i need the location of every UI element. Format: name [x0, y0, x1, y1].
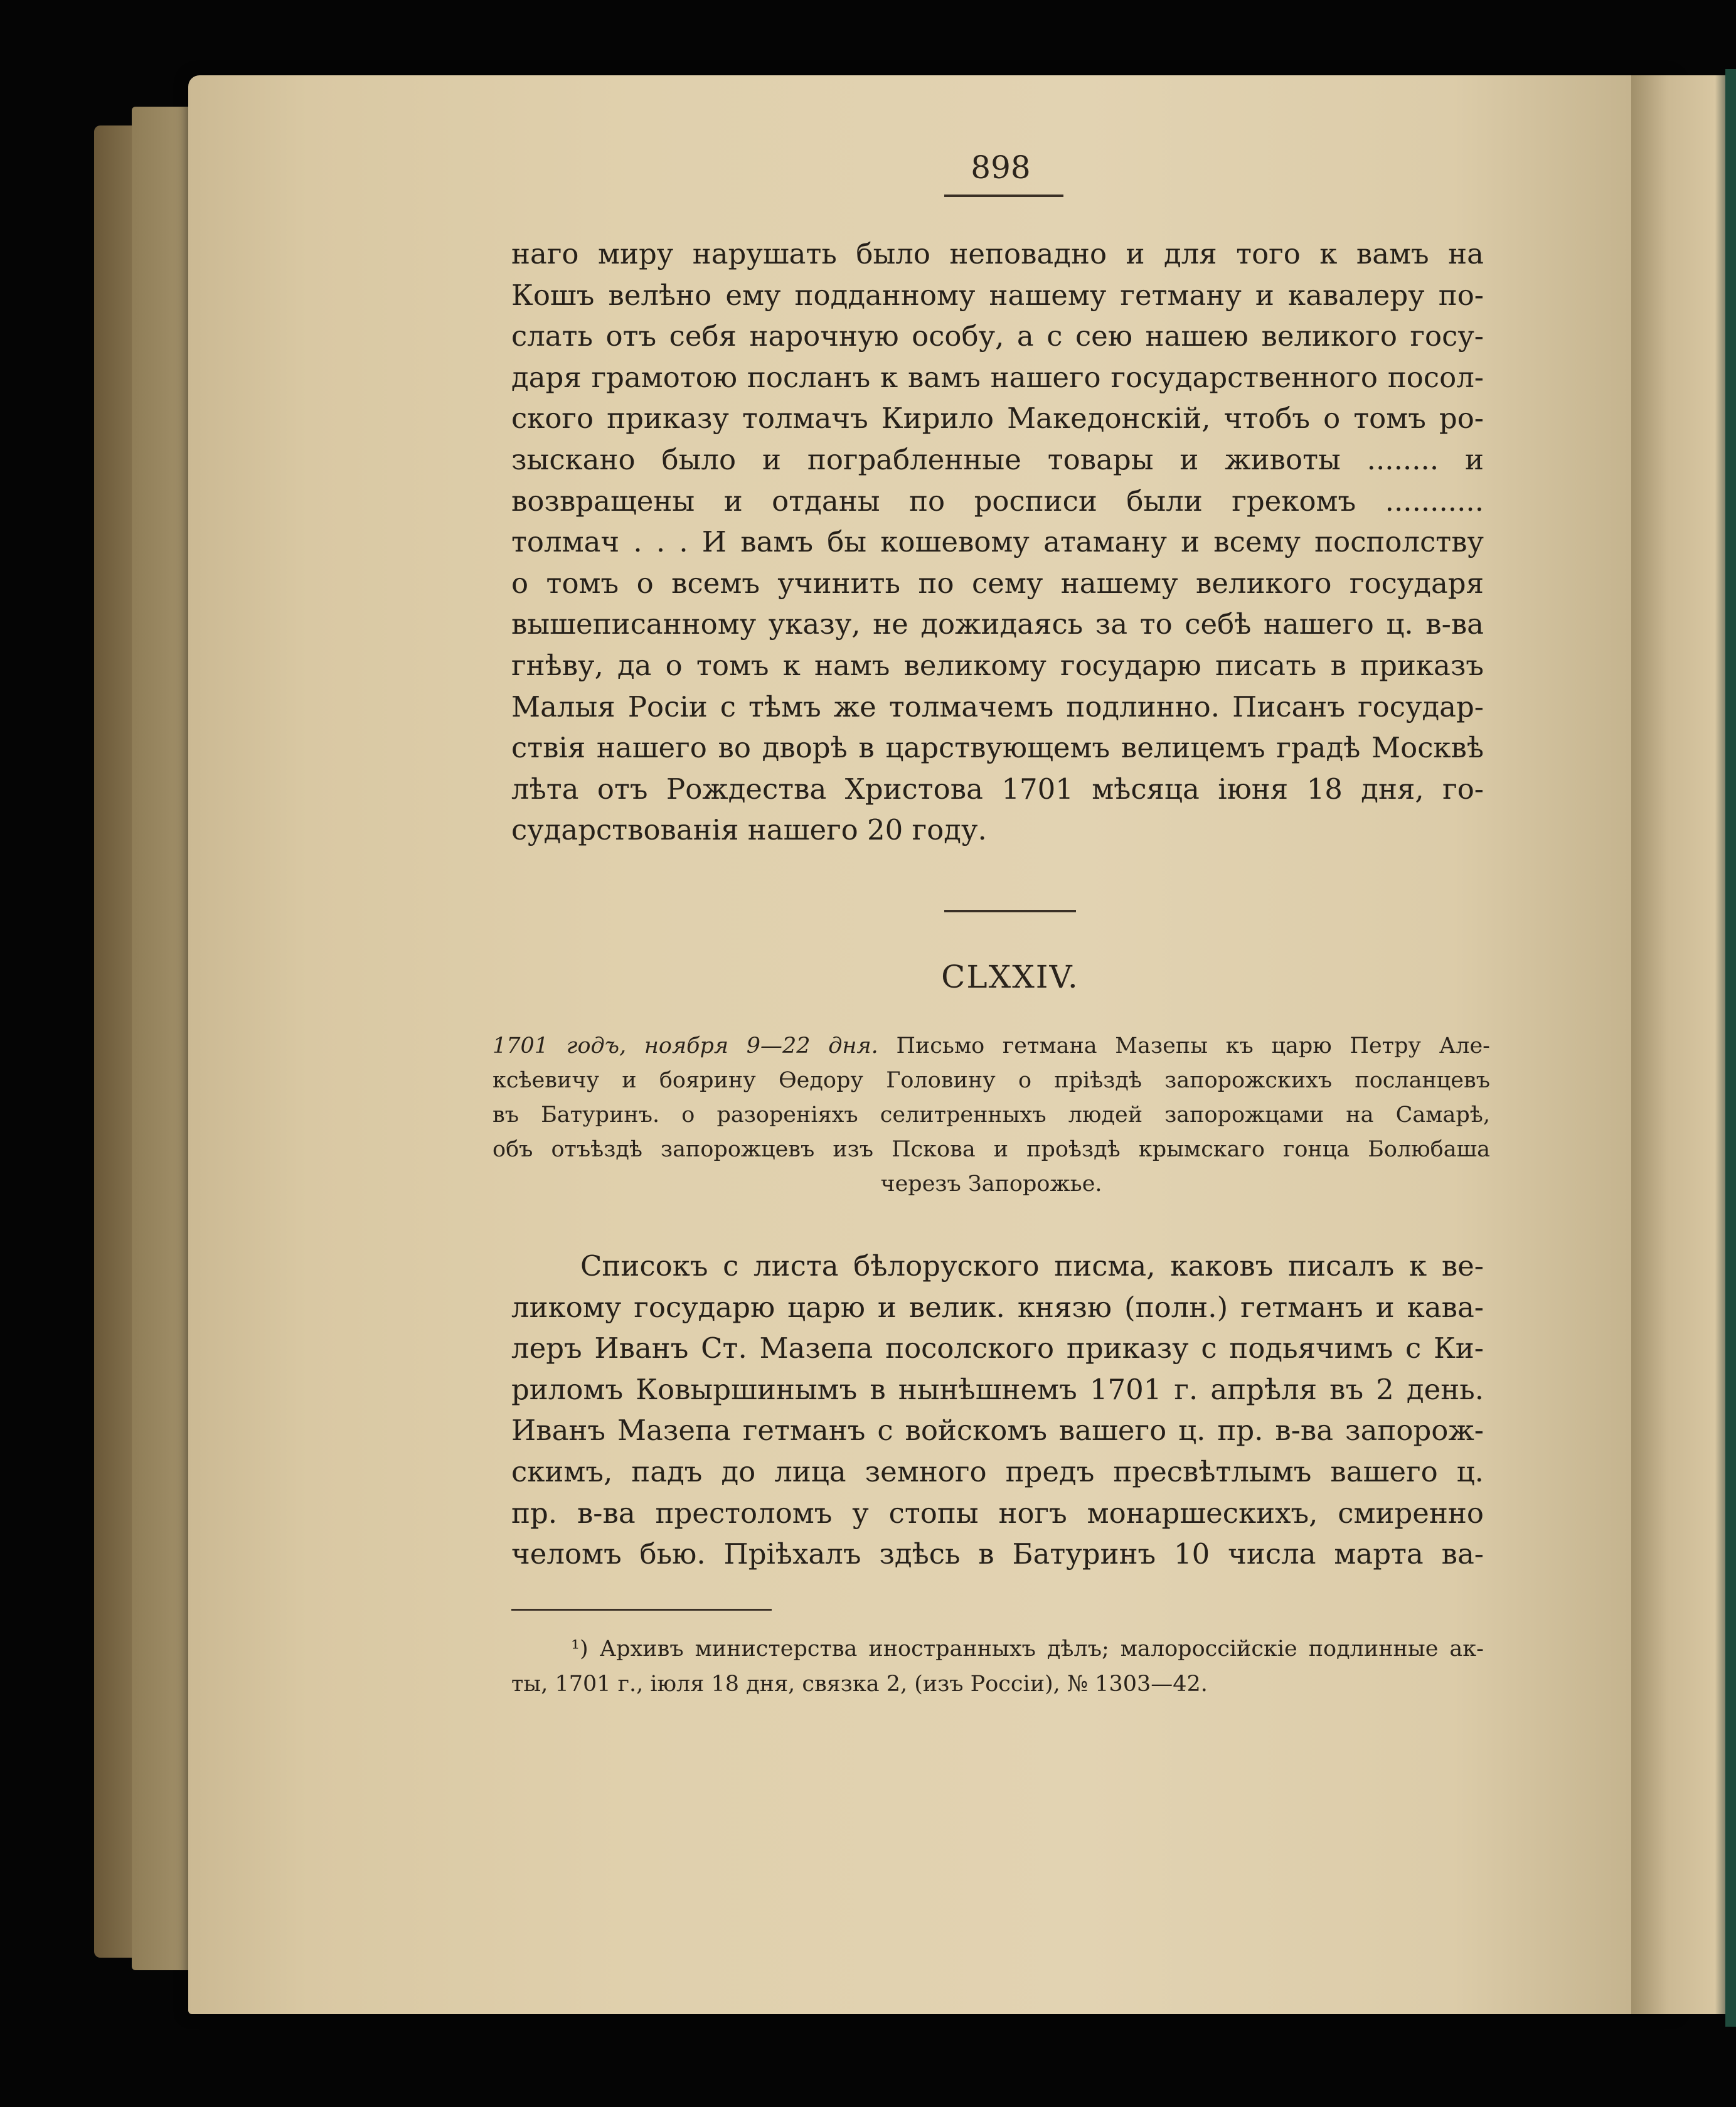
text-line: Малыя Росіи с тѣмъ же толмачемъ подлинно. Писанъ государ-	[511, 690, 1484, 723]
text-line: о томъ о всемъ учинить по сему нашему великого государя	[511, 566, 1484, 600]
summary-line	[493, 1029, 1490, 1064]
page-number-rule	[944, 195, 1063, 197]
footnote-line: ты, 1701 г., іюля 18 дня, связка 2, (изъ Россіи), № 1303—42.	[511, 1672, 1208, 1697]
section-separator-rule	[944, 910, 1076, 912]
document-summary	[493, 1029, 1490, 1202]
section-number: CLXXIV.	[941, 959, 1079, 995]
text-line: скимъ, падъ до лица земного предъ пресвѣтлымъ вашего ц.	[511, 1454, 1484, 1488]
summary-line: ксѣевичу и боярину Ѳедору Головину о пріѣздѣ запорожскихъ посланцевъ	[493, 1068, 1490, 1093]
book-cover-right	[1631, 75, 1736, 2014]
text-line: ствія нашего во дворѣ в царствующемъ велицемъ градѣ Москвѣ	[511, 731, 1484, 765]
text-line: вышеписанному указу, не дожидаясь за то себѣ нашего ц. в-ва	[511, 607, 1484, 641]
text-line: Иванъ Мазепа гетманъ с войскомъ вашего ц. пр. в-ва запорож-	[511, 1414, 1484, 1448]
text-line: слать отъ себя нарочную особу, а с сею нашею великого госу-	[511, 319, 1484, 353]
summary-line: черезъ Запорожье.	[880, 1171, 1102, 1197]
footnote	[511, 1631, 1484, 1702]
text-line: гнѣву, да о томъ к намъ великому государю писать в приказъ	[511, 648, 1484, 682]
text-line: челомъ бью. Пріѣхалъ здѣсь в Батуринъ 10 числа марта ва-	[511, 1537, 1484, 1571]
text-line: пр. в-ва престоломъ у стопы ногъ монаршескихъ, смиренно	[511, 1496, 1484, 1530]
text-line: даря грамотою посланъ к вамъ нашего государственного посол-	[511, 360, 1484, 394]
text-line: толмач . . . И вамъ бы кошевому атаману и всему посполству	[511, 525, 1484, 559]
summary-line: объ отъѣздѣ запорожцевъ изъ Пскова и проѣздѣ крымскаго гонца Болюбаша	[493, 1137, 1490, 1162]
footnote-rule	[511, 1609, 772, 1611]
body-text-upper	[511, 233, 1484, 851]
text-line: риломъ Ковыршинымъ в нынѣшнемъ 1701 г. апрѣля въ 2 день.	[511, 1372, 1484, 1406]
text-line: ликому государю царю и велик. князю (полн.) гетманъ и кава-	[511, 1290, 1484, 1324]
footnote-line: ¹) Архивъ министерства иностранныхъ дѣлъ; малороссійскіе подлинные ак-	[571, 1636, 1484, 1662]
text-line: зыскано было и пограбленные товары и животы ........ и	[511, 442, 1484, 476]
body-text-lower	[511, 1246, 1484, 1575]
summary-line: въ Батуринъ. о разореніяхъ селитренныхъ людей запорожцами на Самарѣ,	[493, 1102, 1490, 1128]
text-line: возвращены и отданы по росписи были грекомъ ...........	[511, 484, 1484, 518]
summary-line-text: Письмо гетмана Мазепы къ царю Петру Але-	[896, 1033, 1490, 1059]
text-line: наго миру нарушать было неповадно и для того к вамъ на	[511, 237, 1484, 270]
text-line: леръ Иванъ Ст. Мазепа посолского приказу с подьячимъ с Ки-	[511, 1331, 1484, 1365]
text-line: ского приказу толмачъ Кирило Македонскій, чтобъ о томъ ро-	[511, 402, 1484, 435]
text-line: сударствованія нашего 20 году.	[511, 813, 987, 847]
summary-date: 1701 годъ, ноября 9—22 дня.	[493, 1033, 878, 1059]
text-line: Кошъ велѣно ему подданному нашему гетману и кавалеру по-	[511, 278, 1484, 312]
book-cover-cloth	[1725, 69, 1736, 2027]
text-line: лѣта отъ Рождества Христова 1701 мѣсяца іюня 18 дня, го-	[511, 772, 1484, 806]
text-line: Списокъ с листа бѣлоруского писма, каковъ писалъ к ве-	[580, 1249, 1484, 1283]
page-number: 898	[971, 149, 1031, 186]
